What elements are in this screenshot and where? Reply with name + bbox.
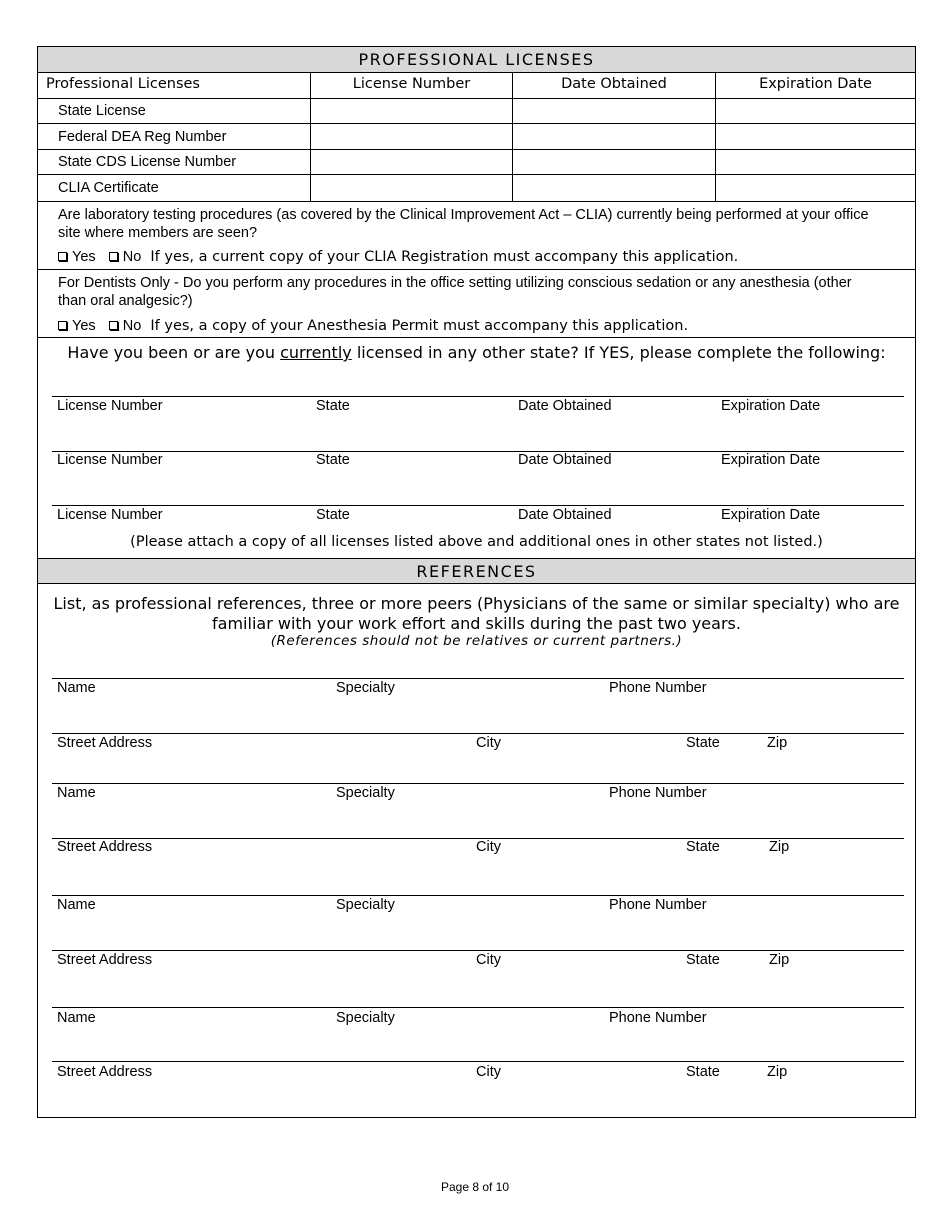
clia-answer-row [58, 246, 738, 265]
row-label-clia: CLIA Certificate [58, 180, 159, 196]
other-license-number-label: License Number [57, 398, 163, 414]
cds-number-field[interactable] [311, 150, 511, 174]
section-title-professional-licenses: PROFESSIONAL LICENSES [38, 47, 915, 73]
state-license-number-field[interactable] [311, 99, 511, 123]
other-date-obtained-label: Date Obtained [518, 507, 612, 523]
clia-question-line2: site where members are seen? [58, 225, 258, 241]
dea-date-field[interactable] [513, 124, 714, 149]
other-state-label: State [316, 452, 350, 468]
reference-name-label: Name [57, 680, 96, 696]
other-state-label: State [316, 398, 350, 414]
column-header-license-number: License Number [352, 76, 471, 92]
reference-zip-label: Zip [767, 735, 788, 751]
state-license-date-field[interactable] [513, 99, 714, 123]
other-license-number-label: License Number [57, 452, 163, 468]
reference-name-label: Name [57, 1010, 96, 1026]
reference-city-label: City [476, 1064, 501, 1080]
reference-zip-label: Zip [767, 1064, 788, 1080]
dentist-yes-checkbox[interactable] [58, 318, 96, 334]
clia-expiration-field[interactable] [716, 175, 914, 201]
clia-note: If yes, a current copy of your CLIA Registration must accompany this application. [150, 249, 739, 265]
reference-street-label: Street Address [57, 839, 153, 855]
other-date-obtained-label: Date Obtained [518, 452, 612, 468]
reference-city-label: City [476, 735, 501, 751]
references-intro-line2: familiar with your work effort and skills during the past two years. [212, 614, 741, 633]
other-expiration-label: Expiration Date [721, 398, 821, 414]
cds-date-field[interactable] [513, 150, 714, 174]
references-intro-line1: List, as professional references, three or more peers (Physicians of the same or similar specialty) who are [53, 594, 900, 613]
reference-state-label: State [686, 1064, 720, 1080]
other-expiration-label: Expiration Date [721, 452, 821, 468]
dea-expiration-field[interactable] [716, 124, 914, 149]
reference-specialty-label: Specialty [336, 897, 395, 913]
dentist-no-checkbox[interactable] [109, 318, 142, 334]
reference-street-label: Street Address [57, 1064, 153, 1080]
row-label-federal-dea: Federal DEA Reg Number [58, 129, 227, 145]
section-title-references: REFERENCES [38, 558, 915, 584]
reference-city-label: City [476, 952, 501, 968]
row-label-state-cds: State CDS License Number [58, 154, 237, 170]
checkbox-icon [109, 252, 118, 261]
clia-no-checkbox[interactable] [109, 249, 142, 265]
clia-date-field[interactable] [513, 175, 714, 201]
attach-licenses-note: (Please attach a copy of all licenses listed above and additional ones in other states not listed.) [130, 534, 823, 550]
reference-state-label: State [686, 839, 720, 855]
clia-yes-label: Yes [72, 249, 96, 265]
cds-expiration-field[interactable] [716, 150, 914, 174]
state-license-expiration-field[interactable] [716, 99, 914, 123]
other-state-label: State [316, 507, 350, 523]
dentist-question-line2: than oral analgesic?) [58, 293, 193, 309]
row-label-state-license: State License [58, 103, 146, 119]
clia-number-field[interactable] [311, 175, 511, 201]
reference-zip-label: Zip [769, 952, 790, 968]
reference-zip-label: Zip [769, 839, 790, 855]
dentist-note: If yes, a copy of your Anesthesia Permit must accompany this application. [150, 318, 689, 334]
dentist-no-label: No [122, 318, 142, 334]
checkbox-icon [109, 321, 118, 330]
dea-number-field[interactable] [311, 124, 511, 149]
reference-specialty-label: Specialty [336, 785, 395, 801]
dentist-question-line1: For Dentists Only - Do you perform any procedures in the office setting utilizing conscious sedation or any anesthesia (other [58, 275, 852, 291]
dentist-answer-row [58, 315, 688, 334]
reference-state-label: State [686, 735, 720, 751]
reference-name-label: Name [57, 897, 96, 913]
reference-state-label: State [686, 952, 720, 968]
reference-street-label: Street Address [57, 735, 153, 751]
clia-question-line1: Are laboratory testing procedures (as covered by the Clinical Improvement Act – CLIA) currently being performed at your office [58, 207, 869, 223]
reference-street-label: Street Address [57, 952, 153, 968]
reference-specialty-label: Specialty [336, 1010, 395, 1026]
reference-phone-label: Phone Number [609, 897, 707, 913]
column-header-date-obtained: Date Obtained [561, 76, 667, 92]
reference-name-label: Name [57, 785, 96, 801]
form-frame [37, 46, 916, 1118]
column-header-expiration-date: Expiration Date [759, 76, 872, 92]
references-note: (References should not be relatives or current partners.) [270, 633, 683, 649]
clia-yes-checkbox[interactable] [58, 249, 96, 265]
other-state-question: Have you been or are you currently licensed in any other state? If YES, please complete the following: [67, 343, 886, 362]
reference-city-label: City [476, 839, 501, 855]
other-expiration-label: Expiration Date [721, 507, 821, 523]
other-date-obtained-label: Date Obtained [518, 398, 612, 414]
other-license-number-label: License Number [57, 507, 163, 523]
reference-phone-label: Phone Number [609, 680, 707, 696]
page-number: Page 8 of 10 [440, 1180, 510, 1194]
dentist-yes-label: Yes [72, 318, 96, 334]
reference-phone-label: Phone Number [609, 785, 707, 801]
checkbox-icon [58, 252, 67, 261]
column-header-professional-licenses: Professional Licenses [46, 76, 200, 92]
checkbox-icon [58, 321, 67, 330]
clia-no-label: No [122, 249, 142, 265]
reference-specialty-label: Specialty [336, 680, 395, 696]
reference-phone-label: Phone Number [609, 1010, 707, 1026]
